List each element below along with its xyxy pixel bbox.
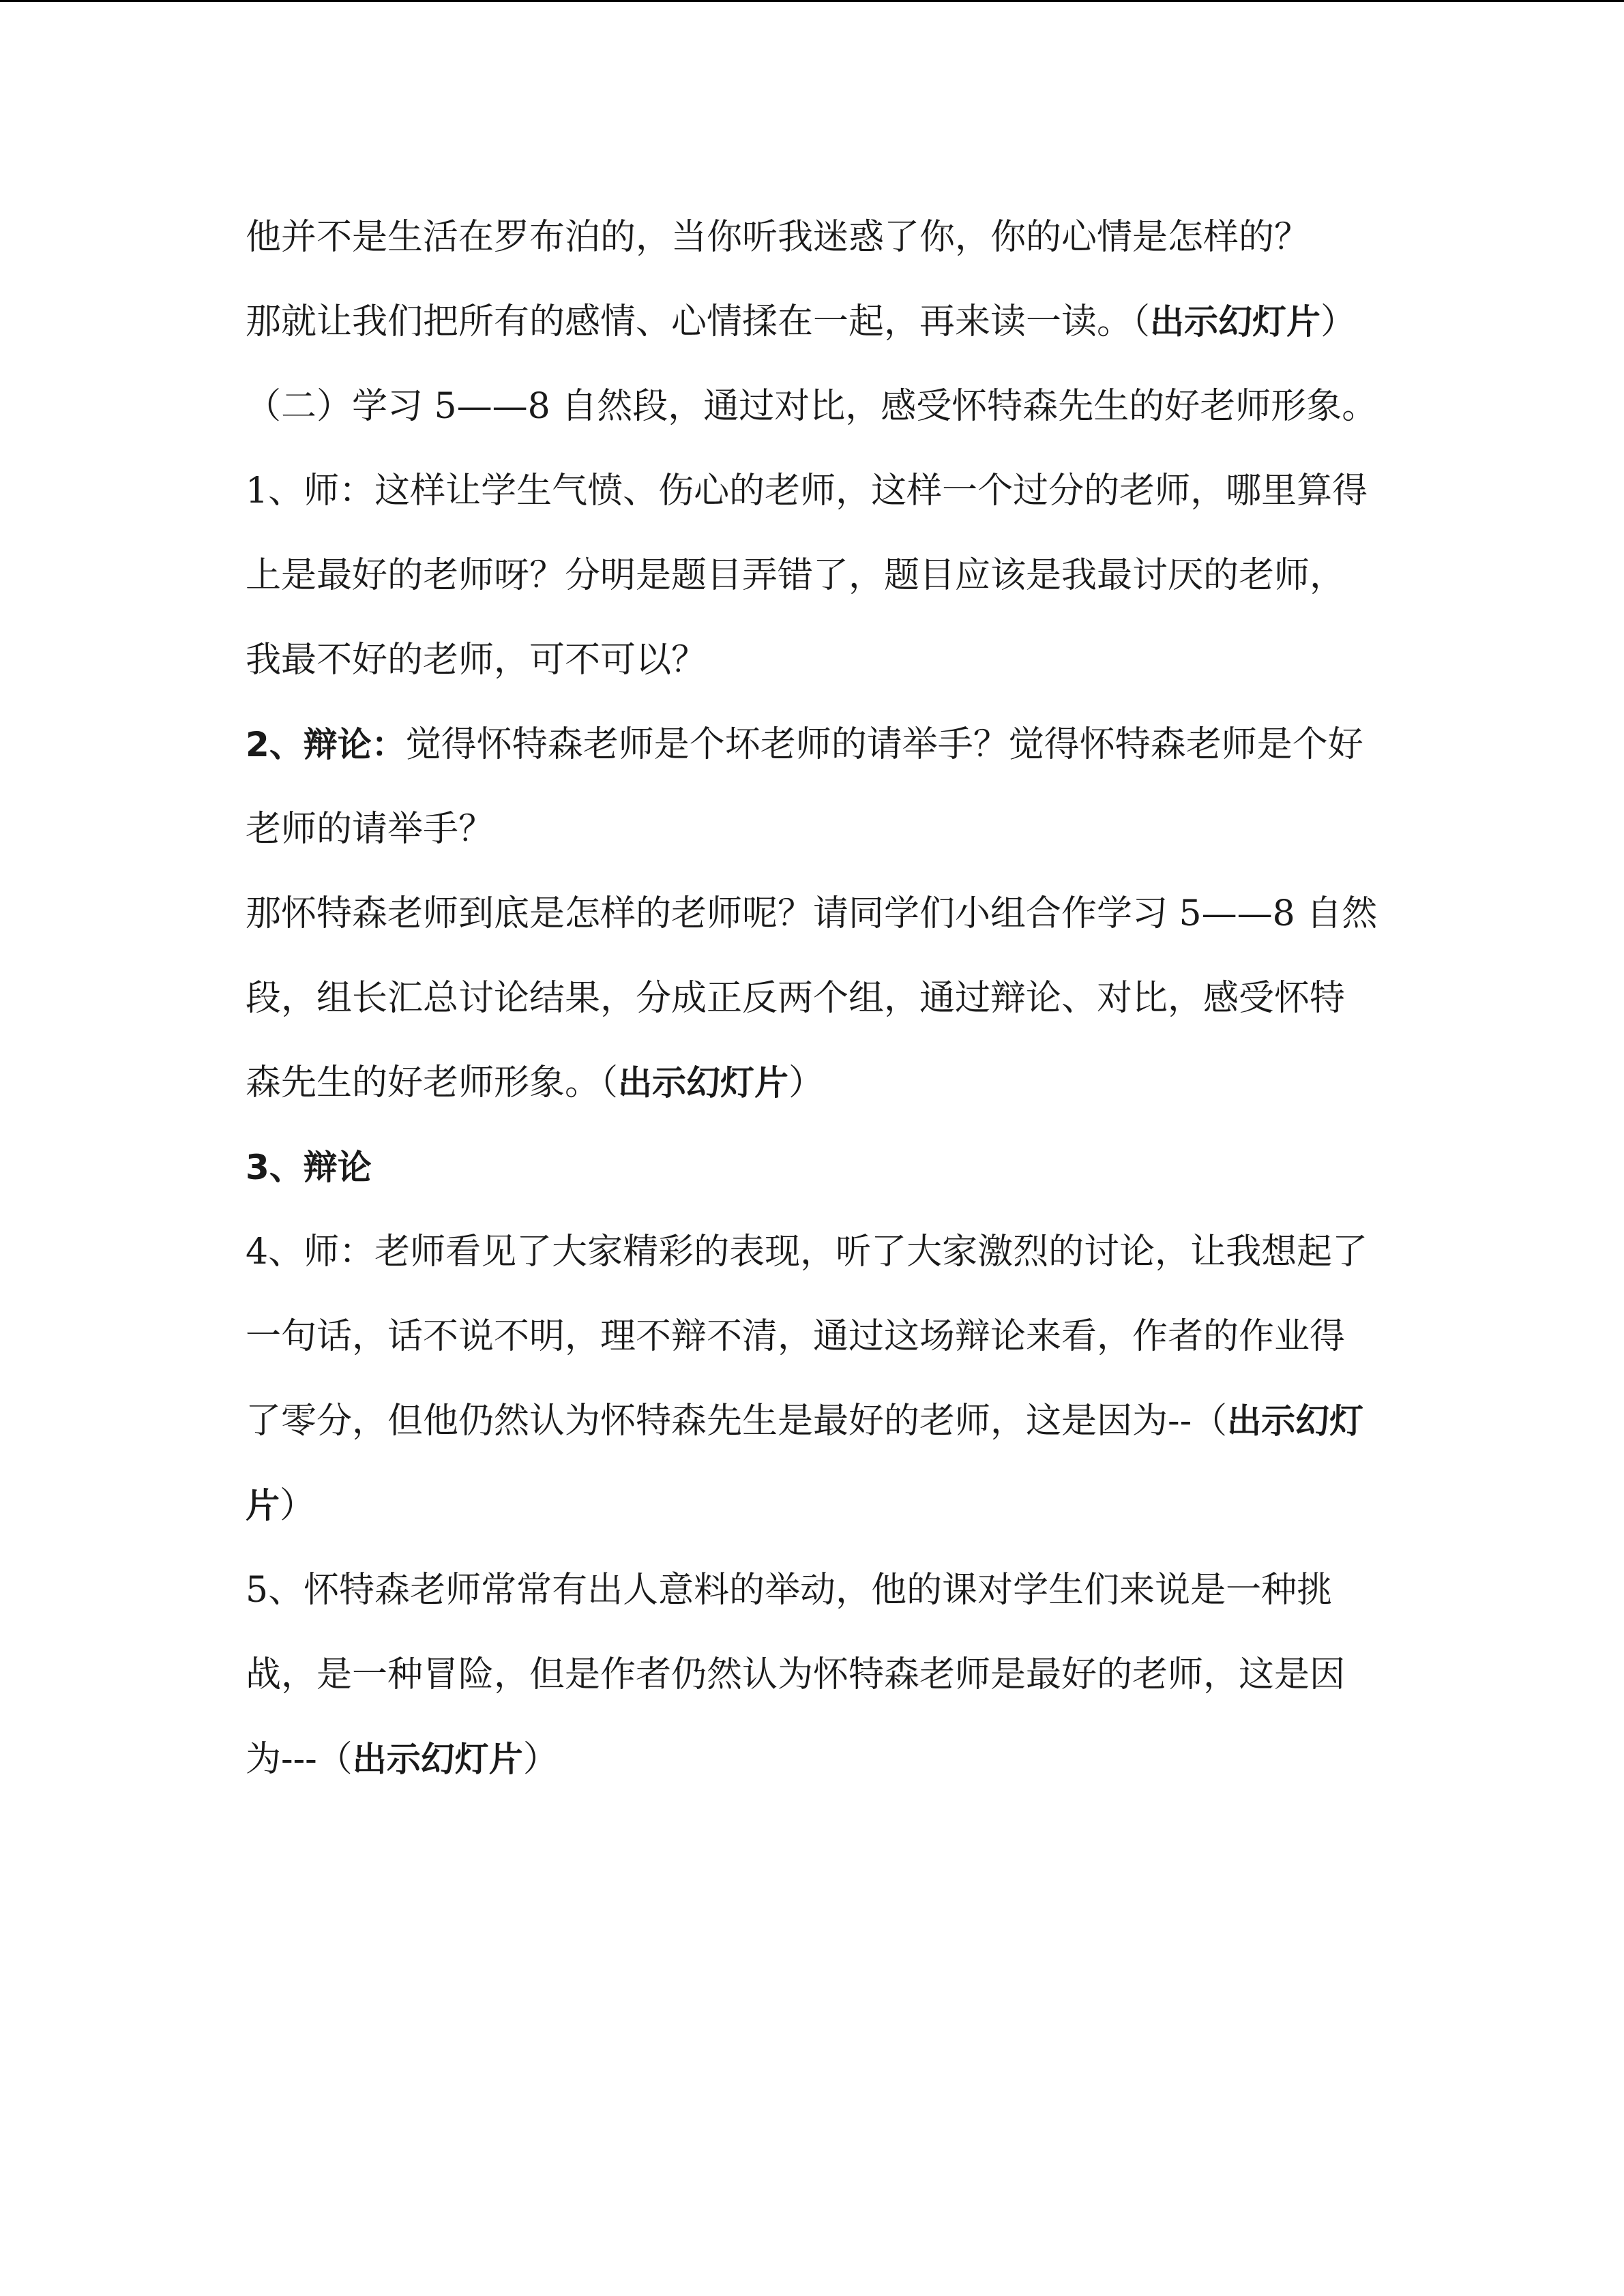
slide-cue: 出示幻灯片	[246, 1401, 1364, 1525]
paragraph-item-3	[246, 1125, 1378, 1210]
paragraph-text: ）	[788, 1062, 825, 1103]
paragraph-text: 5、怀特森老师常常有出人意料的举动，他的课对学生们来说是一种挑战，是一种冒险，但是作者仍然认为怀特森老师是最好的老师，这是因为---（	[246, 1570, 1346, 1780]
paragraph-read-together	[246, 280, 1378, 364]
section-heading-part-two	[246, 364, 1378, 449]
top-border	[0, 0, 1624, 2]
item-heading: 3、辩论	[246, 1148, 372, 1187]
paragraph-text: 那怀特森老师到底是怎样的老师呢？请同学们小组合作学习 5——8 自然段，组长汇总讨论结果，分成正反两个组，通过辩论、对比，感受怀特森先生的好老师形象。（	[246, 893, 1378, 1103]
paragraph-item-4	[246, 1210, 1378, 1548]
paragraph-text: 那就让我们把所有的感情、心情揉在一起，再来读一读。（	[246, 301, 1151, 342]
document-page	[246, 195, 1378, 1802]
paragraph-text: ）	[522, 1739, 559, 1780]
paragraph-item-1	[246, 449, 1378, 702]
paragraph-text: （二）学习 5——8 自然段，通过对比，感受怀特森先生的好老师形象。	[246, 386, 1378, 427]
paragraph-item-2	[246, 702, 1378, 871]
paragraph-text: ）	[280, 1485, 316, 1526]
paragraph-text: 觉得怀特森老师是个坏老师的请举手？觉得怀特森老师是个好老师的请举手？	[246, 724, 1363, 850]
slide-cue: 出示幻灯片	[618, 1063, 789, 1103]
paragraph-text: ）	[1320, 301, 1357, 342]
paragraph-group-work	[246, 871, 1378, 1125]
paragraph-text: 1、师：这样让学生气愤、伤心的老师，这样一个过分的老师，哪里算得上是最好的老师呀？分明是题目弄错了，题目应该是我最讨厌的老师，我最不好的老师，可不可以？	[246, 471, 1368, 681]
paragraph-text: 他并不是生活在罗布泊的，当你听我迷惑了你，你的心情是怎样的？	[246, 217, 1310, 258]
item-heading: 2、辩论：	[246, 725, 406, 764]
slide-cue: 出示幻灯片	[1150, 302, 1321, 342]
paragraph-reading-question	[246, 195, 1378, 280]
paragraph-item-5	[246, 1548, 1378, 1802]
paragraph-text: 4、师：老师看见了大家精彩的表现，听了大家激烈的讨论，让我想起了一句话，话不说不明，理不辩不清，通过这场辩论来看，作者的作业得了零分，但他仍然认为怀特森先生是最好的老师，这是因为--（	[246, 1232, 1368, 1442]
slide-cue: 出示幻灯片	[352, 1740, 523, 1779]
